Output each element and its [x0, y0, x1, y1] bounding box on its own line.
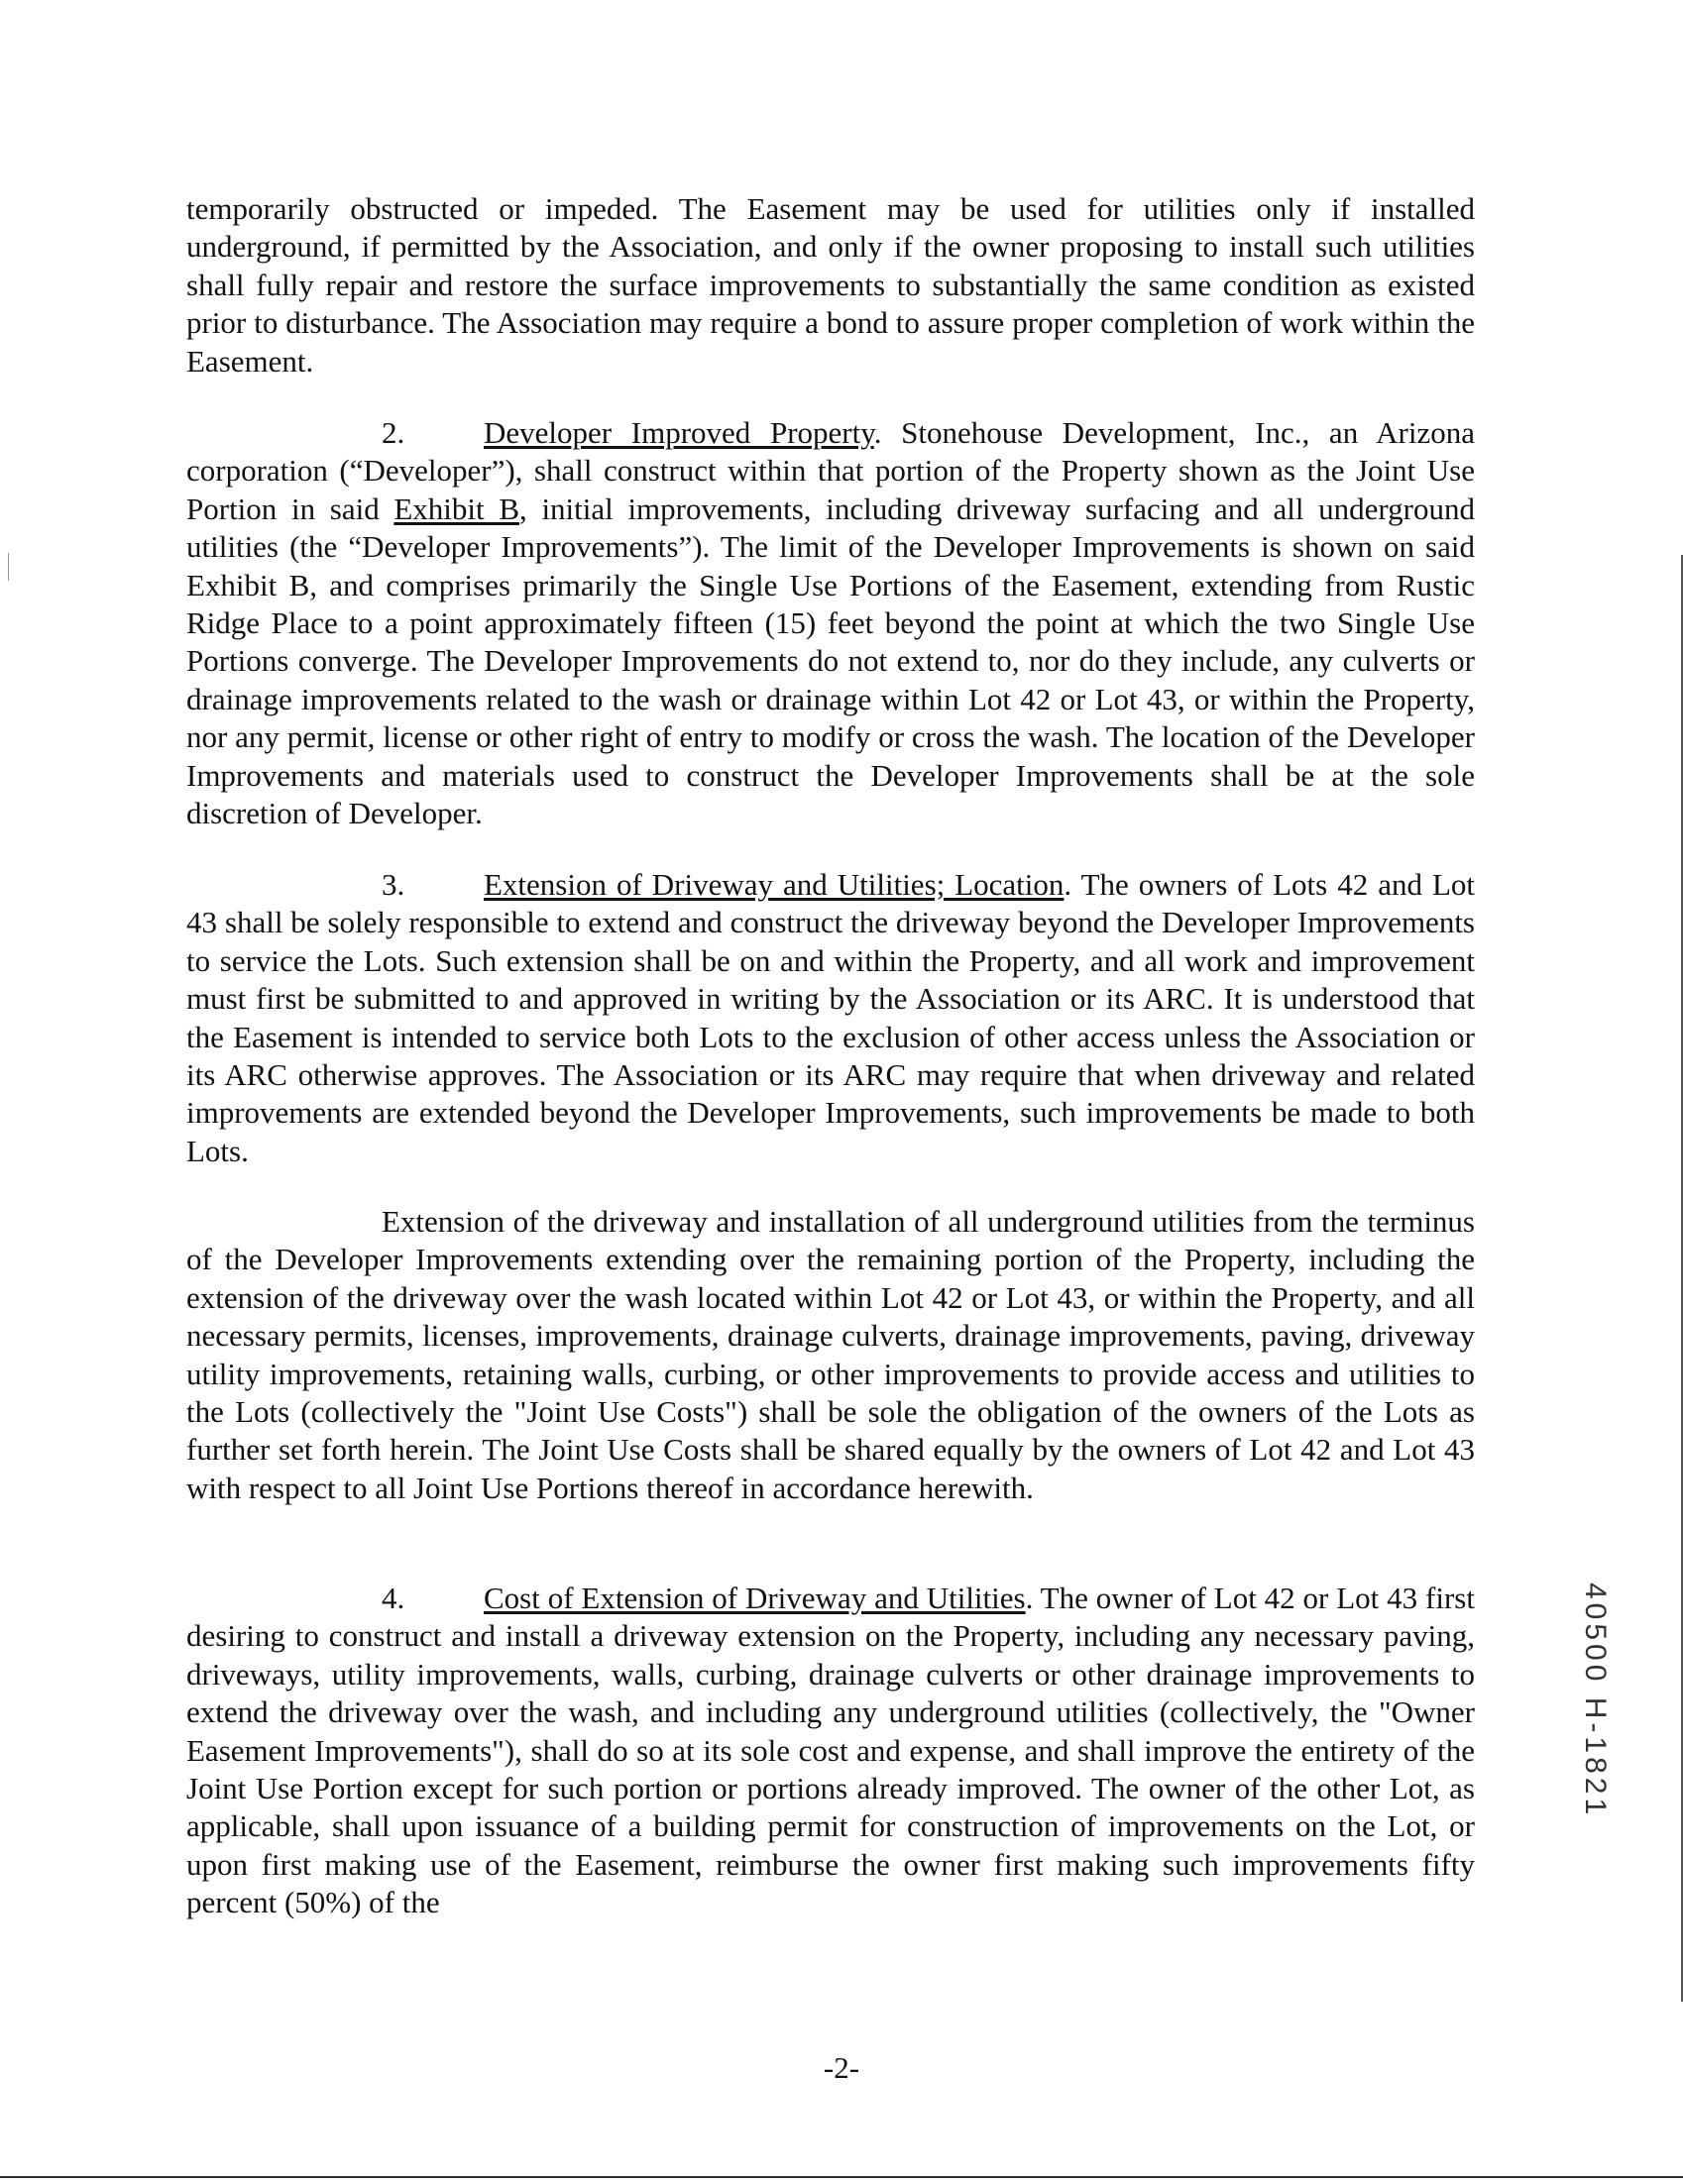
section-heading: Extension of Driveway and Utilities; Location: [484, 867, 1065, 902]
document-stamp: 40500 H-1821: [1579, 1583, 1612, 1819]
section-text: , initial improvements, including driveway surfacing and all underground utilities (the “Developer Improvements”). The limit of the Developer Improvements is shown on said Exhibit B, and comprises primarily the Single Use Portions of the Easement, extending from Rustic Ridge Place to a point approximately fifteen (15) feet beyond the point at which the two Single Use Portions converge. The Developer Improvements do not extend to, nor do they include, any culverts or drainage improvements related to the wash or drainage within Lot 42 or Lot 43, or within the Property, nor any permit, license or other right of entry to modify or cross the wash. The location of the Developer Improvements and materials used to construct the Developer Improvements shall be at the sole discretion of Developer.: [186, 491, 1475, 831]
section-number: 3.: [382, 867, 405, 902]
section-2-paragraph: [186, 414, 1475, 832]
section-text: . Stonehouse Development, Inc., an Arizona corporation (“Developer”), shall construct within that portion of the Property shown as the Joint Use Portion in said: [186, 415, 1475, 526]
section-4-paragraph: [186, 1580, 1475, 1922]
section-text: . The owners of Lots 42 and Lot 43 shall be solely responsible to extend and construct the driveway beyond the Developer Improvements to service the Lots. Such extension shall be on and within the Property, and all work and improvement must first be submitted to and approved in writing by the Association or its ARC. It is understood that the Easement is intended to service both Lots to the exclusion of other access unless the Association or its ARC otherwise approves. The Association or its ARC may require that when driveway and related improvements are extended beyond the Developer Improvements, such improvements be made to both Lots.: [186, 867, 1475, 1168]
section-number: 2.: [382, 415, 405, 450]
section-3-continuation-paragraph: [186, 1203, 1475, 1507]
section-text: Extension of the driveway and installation of all underground utilities from the terminus of the Developer Improvements extending over the remaining portion of the Property, including the extension of the driveway over the wash located within Lot 42 or Lot 43, or within the Property, and all necessary permits, licenses, improvements, drainage culverts, drainage improvements, paving, driveway utility improvements, retaining walls, curbing, or other improvements to provide access and utilities to the Lots (collectively the "Joint Use Costs") shall be sole the obligation of the owners of the Lots as further set forth herein. The Joint Use Costs shall be shared equally by the owners of Lot 42 and Lot 43 with respect to all Joint Use Portions thereof in accordance herewith.: [186, 1204, 1475, 1505]
section-number: 4.: [382, 1581, 405, 1615]
section-heading: Developer Improved Property: [484, 415, 874, 450]
scan-bottom-edge: [0, 2176, 1683, 2178]
paragraph-continuation: temporarily obstructed or impeded. The Easement may be used for utilities only if installed underground, if permitted by the Association, and only if the owner proposing to install such utilities shall fully repair and restore the surface improvements to substantially the same condition as existed prior to disturbance. The Association may require a bond to assure proper completion of work within the Easement.: [186, 191, 1475, 379]
exhibit-reference: Exhibit B: [393, 491, 520, 526]
section-3-paragraph: [186, 866, 1475, 1170]
scan-margin-mark: [8, 553, 9, 581]
page-number: -2-: [823, 2050, 860, 2085]
section-heading: Cost of Extension of Driveway and Utilities: [484, 1581, 1026, 1615]
section-text: . The owner of Lot 42 or Lot 43 first desiring to construct and install a driveway extension on the Property, including any necessary paving, driveways, utility improvements, walls, curbing, drainage culverts or other drainage improvements to extend the driveway over the wash, and including any underground utilities (collectively, the "Owner Easement Improvements"), shall do so at its sole cost and expense, and shall improve the entirety of the Joint Use Portion except for such portion or portions already improved. The owner of the other Lot, as applicable, shall upon issuance of a building permit for construction of improvements on the Lot, or upon first making use of the Easement, reimburse the owner first making such improvements fifty percent (50%) of the: [186, 1581, 1475, 1920]
